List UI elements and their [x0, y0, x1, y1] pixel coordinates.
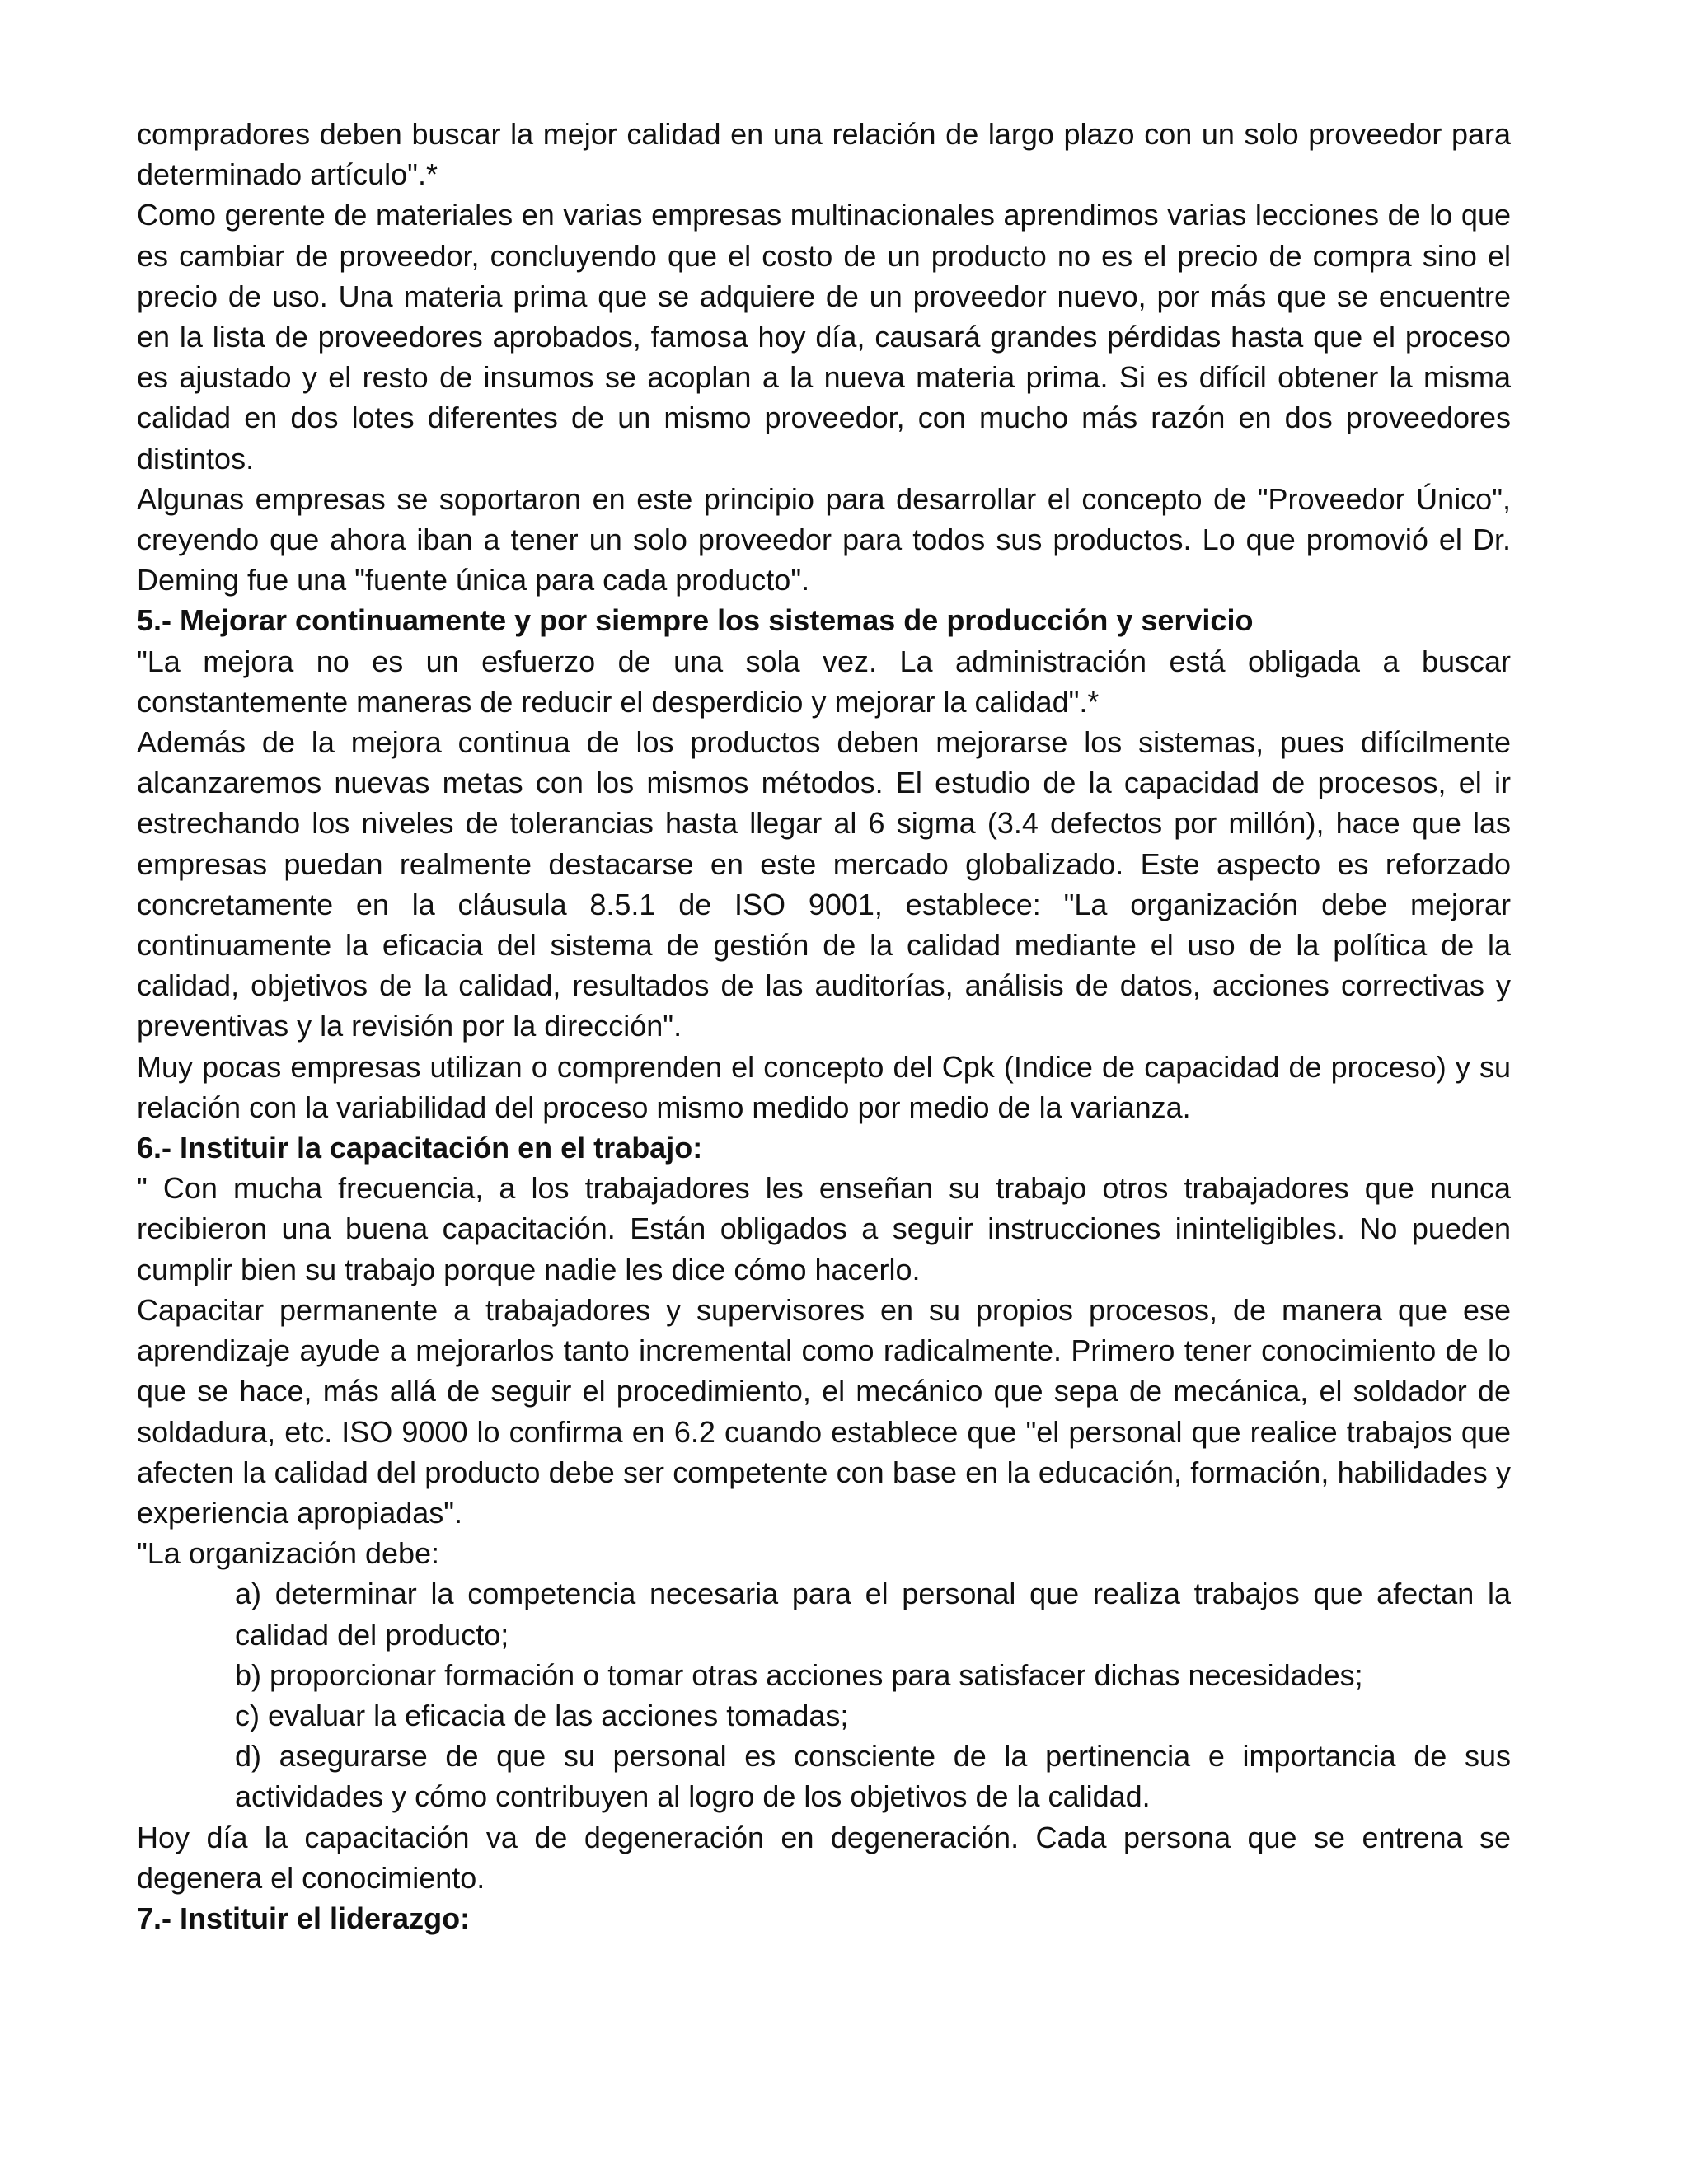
paragraph-mejora-sistemas: Además de la mejora continua de los productos deben mejorarse los sistemas, pues difícilmente alcanzaremos nuevas metas con los mismos métodos. El estudio de la capacidad de procesos, el ir estrechando los niveles de tolerancias hasta llegar al 6 sigma (3.4 defectos por millón), hace que las empresas puedan realmente destacarse en este mercado globalizado. Este aspecto es reforzado concretamente en la cláusula 8.5.1 de ISO 9001, establece: "La organización debe mejorar continuamente la eficacia del sistema de gestión de la calidad mediante el uso de la política de la calidad, objetivos de la calidad, resultados de las auditorías, análisis de datos, acciones correctivas y preventivas y la revisión por la dirección". — [137, 725, 1511, 1043]
list-item-a: a) determinar la competencia necesaria para el personal que realiza trabajos que afectan la calidad del producto; — [235, 1577, 1511, 1652]
paragraph-degeneracion: Hoy día la capacitación va de degeneración en degeneración. Cada persona que se entrena se degenera el conocimiento. — [137, 1820, 1511, 1895]
requirements-list — [137, 1573, 1511, 1816]
document-page — [137, 114, 1511, 1938]
paragraph-mejora-quote: "La mejora no es un esfuerzo de una sola vez. La administración está obligada a buscar constantemente maneras de reducir el desperdicio y mejorar la calidad".* — [137, 644, 1511, 719]
list-item-c: c) evaluar la eficacia de las acciones tomadas; — [235, 1698, 849, 1732]
list-item-b: b) proporcionar formación o tomar otras acciones para satisfacer dichas necesidades; — [235, 1657, 1363, 1692]
paragraph-cpk: Muy pocas empresas utilizan o comprenden el concepto del Cpk (Indice de capacidad de proceso) y su relación con la variabilidad del proceso mismo medido por medio de la varianza. — [137, 1049, 1511, 1124]
paragraph-proveedor-unico: Algunas empresas se soportaron en este principio para desarrollar el concepto de "Proveedor Único", creyendo que ahora iban a tener un solo proveedor para todos sus productos. Lo que promovió el Dr. Deming fue una "fuente única para cada producto". — [137, 481, 1511, 598]
paragraph-capacitar-trabajadores: Capacitar permanente a trabajadores y supervisores en su propios procesos, de manera que ese aprendizaje ayude a mejorarlos tanto incremental como radicalmente. Primero tener conocimiento de lo que se hace, más allá de seguir el procedimiento, el mecánico que sepa de mecánica, el soldador de soldadura, etc. ISO 9000 lo confirma en 6.2 cuando establece que "el personal que realice trabajos que afecten la calidad del producto debe ser competente con base en la educación, formación, habilidades y experiencia apropiadas". — [137, 1292, 1511, 1530]
list-item-d: d) asegurarse de que su personal es consciente de la pertinencia e importancia de sus actividades y cómo contribuyen al logro de los objetivos de la calidad. — [235, 1739, 1511, 1814]
paragraph-proveedor-intro: compradores deben buscar la mejor calidad en una relación de largo plazo con un solo proveedor para determinado artículo".* — [137, 117, 1511, 192]
paragraph-gerente-materiales: Como gerente de materiales en varias empresas multinacionales aprendimos varias lecciones de lo que es cambiar de proveedor, concluyendo que el costo de un producto no es el precio de compra sino el precio de uso. Una materia prima que se adquiere de un proveedor nuevo, por más que se encuentre en la lista de proveedores aprobados, famosa hoy día, causará grandes pérdidas hasta que el proceso es ajustado y el resto de insumos se acoplan a la nueva materia prima. Si es difícil obtener la misma calidad en dos lotes diferentes de un mismo proveedor, con mucho más razón en dos proveedores distintos. — [137, 198, 1511, 476]
heading-section-5: 5.- Mejorar continuamente y por siempre los sistemas de producción y servicio — [137, 603, 1254, 638]
heading-section-7: 7.- Instituir el liderazgo: — [137, 1900, 471, 1935]
paragraph-capacitacion-quote: " Con mucha frecuencia, a los trabajadores les enseñan su trabajo otros trabajadores que nunca recibieron una buena capacitación. Están obligados a seguir instrucciones ininteligibles. No pueden cumplir bien su trabajo porque nadie les dice cómo hacerlo. — [137, 1171, 1511, 1286]
heading-section-6: 6.- Instituir la capacitación en el trabajo: — [137, 1131, 703, 1165]
paragraph-organizacion-debe: "La organización debe: — [137, 1536, 440, 1571]
